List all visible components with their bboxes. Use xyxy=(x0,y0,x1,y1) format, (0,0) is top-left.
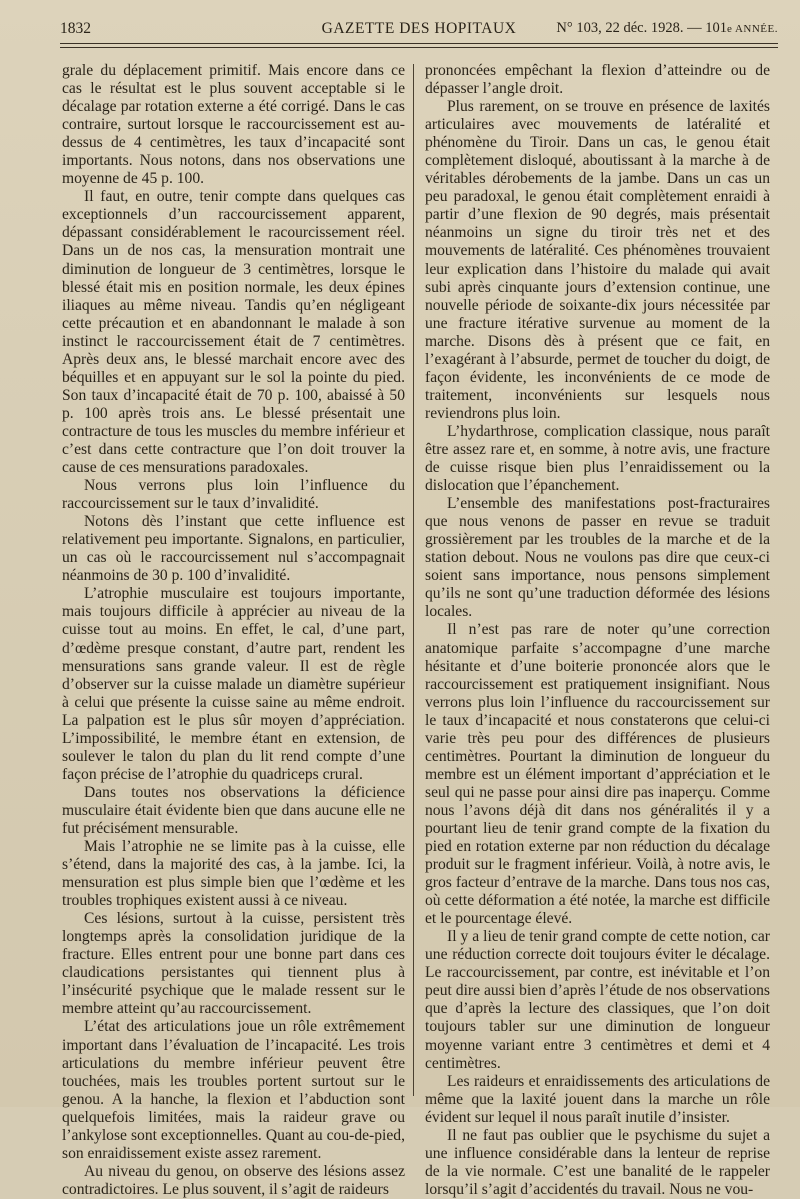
paragraph: Il ne faut pas oublier que le psychisme du sujet a une influence considérable dans la lenteur de reprise de la vie normale. C’est une banalité de le rappeler lorsqu’il s’agit d’accidentés du travail. Nous ne vou- xyxy=(425,1126,770,1198)
paragraph: prononcées empêchant la flexion d’atteindre ou de dépasser l’angle droit. xyxy=(425,62,770,98)
left-column xyxy=(62,62,405,1198)
paragraph: Notons dès l’instant que cette influence est relativement peu importante. Signalons, en particulier, un cas où le raccourcissement nul s’accompagnait néanmoins de 30 p. 100 d’invalidité. xyxy=(62,513,405,585)
header-rule-thin xyxy=(60,47,778,48)
paragraph: Mais l’atrophie ne se limite pas à la cuisse, elle s’étend, dans la majorité des cas, à la jambe. Ici, la mensuration est plus simple bien que l’œdème et les troubles trophiques existent aussi à ce niveau. xyxy=(62,838,405,910)
paragraph: Ces lésions, surtout à la cuisse, persistent très longtemps après la consolidation juridique de la fracture. Elles entrent pour une bonne part dans ces claudications persistantes qui tiennent plus à l’insécurité psychique que le malade ressent sur le membre atteint qu’au raccourcissement. xyxy=(62,910,405,1018)
paragraph: Il n’est pas rare de noter qu’une correction anatomique parfaite s’accompagne d’une marche hésitante et d’une boiterie prononcée alors que le raccourcissement est pratiquement insignifiant. Nous verrons plus loin l’influence du raccourcissement sur le taux d’incapacité et nous constaterons que celui-ci varie très peu pour des différences de plusieurs centimètres. Pourtant la diminution de longueur du membre est un élément important d’appréciation et le seul qui ne passe pour ainsi dire pas inaperçu. Comme nous l’avons déjà dit dans nos généralités il y a pourtant lieu de tenir grand compte de la fixation du pied en rotation externe par non réduction du décalage produit sur le fragment inférieur. Voilà, à notre avis, le gros facteur d’entrave de la marche. Dans tous nos cas, où cette déformation a été notée, la marche est difficile et le pourcentage élevé. xyxy=(425,621,770,928)
paragraph: grale du déplacement primitif. Mais encore dans ce cas le résultat est le plus souvent acceptable si le décalage par rotation externe a été corrigé. Dans le cas contraire, surtout lorsque le raccourcissement est au-dessus de 4 centimètres, les taux d’incapacité sont importants. Nous notons, dans nos observations une moyenne de 45 p. 100. xyxy=(62,62,405,188)
issue-main: N° 103, 22 déc. 1928. — 101 xyxy=(556,20,727,36)
paragraph: Plus rarement, on se trouve en présence de laxités articulaires avec mouvements de latéralité et phénomène du Tiroir. Dans un cas, le genou était complètement disloqué, aboutissant à la marche à de véritables dérobements de la jambe. Dans un cas un peu paradoxal, le genou était complètement enraidi à partir d’une flexion de 90 degrés, mais présentait néanmoins un signe du tiroir très net et des mouvements de latéralité. Ces phénomènes trouvaient leur explication dans l’histoire du malade qui avait subi après cinquante jours d’extension continue, une nouvelle période de soixante-dix jours nécessitée par une fracture itérative survenue au moment de la marche. Disons dès à présent que ce fait, en l’exagérant à l’absurde, permet de toucher du doigt, de façon évidente, les inconvénients de ce mode de traitement, inconvénients sur lesquels nous reviendrons plus loin. xyxy=(425,98,770,422)
paragraph: Il faut, en outre, tenir compte dans quelques cas exceptionnels d’un raccourcissement apparent, dépassant considérablement le racourcissement réel. Dans un de nos cas, la mensuration montrait une diminution de longueur de 3 centimètres, lorsque le blessé était mis en position normale, les deux épines iliaques au même niveau. Tandis qu’en négligeant cette précaution et en abandonnant le malade à son instinct le raccourcissement était de 7 centimètres. Après deux ans, le blessé marchait encore avec des béquilles et en appuyant sur le sol la pointe du pied. Son taux d’incapacité était de 70 p. 100, abaissé à 50 p. 100 après trois ans. Le blessé présentait une contracture de tous les muscles du membre inférieur et c’est dans cette contracture que l’on doit trouver la cause de ces mensurations paradoxales. xyxy=(62,188,405,477)
paragraph: L’état des articulations joue un rôle extrêmement important dans l’évaluation de l’incapacité. Les trois articulations du membre inférieur peuvent être touchées, mais les troubles portent surtout sur le genou. A la hanche, la flexion et l’abduction sont quelquefois limitées, mais la raideur grave ou l’ankylose sont exceptionnelles. Quant au cou-de-pied, son enraidissement existe assez rarement. xyxy=(62,1018,405,1162)
header-rule-thick xyxy=(60,43,778,44)
paragraph: Il y a lieu de tenir grand compte de cette notion, car une réduction correcte doit toujours éviter le décalage. Le raccourcissement, par contre, est inévitable et l’on peut dire aussi bien d’après l’étude de nos observations que d’après la lecture des classiques, que l’on doit toujours tabler sur une diminution de longueur moyenne variant entre 3 centimètres et demi et 4 centimètres. xyxy=(425,928,770,1072)
issue-suffix: e ANNÉE. xyxy=(726,23,778,35)
paragraph: Dans toutes nos observations la déficience musculaire était évidente bien que dans aucune elle ne fut précisément mensurable. xyxy=(62,783,405,837)
paragraph: Les raideurs et enraidissements des articulations de même que la laxité jouent dans la marche un rôle évident sur lequel il nous paraît inutile d’insister. xyxy=(425,1072,770,1126)
paragraph: L’hydarthrose, complication classique, nous paraît être assez rare et, en somme, à notre avis, une fracture de cuisse risque bien plus l’enraidissement ou la dislocation que l’épanchement. xyxy=(425,422,770,495)
paragraph: Au niveau du genou, on observe des lésions assez contradictoires. Le plus souvent, il s’agit de raideurs xyxy=(62,1162,405,1198)
right-column xyxy=(425,62,770,1198)
page-header xyxy=(60,20,778,44)
paragraph: Nous verrons plus loin l’influence du raccourcissement sur le taux d’invalidité. xyxy=(62,477,405,513)
issue-info xyxy=(556,20,778,37)
page-number: 1832 xyxy=(60,20,91,37)
column-divider xyxy=(413,64,414,1096)
journal-title: GAZETTE DES HOPITAUX xyxy=(321,20,517,37)
paragraph: L’ensemble des manifestations post-fracturaires que nous venons de passer en revue se traduit grossièrement par les troubles de la marche et de la station debout. Nous ne voulons pas dire que ceux-ci soient sans importance, nous pensons simplement qu’ils ne sont qu’une traduction déformée des lésions locales. xyxy=(425,495,770,621)
paragraph: L’atrophie musculaire est toujours importante, mais toujours difficile à apprécier au niveau de la cuisse tout au moins. En effet, le cal, d’une part, d’œdème presque constant, d’autre part, rendent les mensurations sans grande valeur. Il est de règle d’observer sur la cuisse malade un diamètre supérieur à celui que présente la cuisse saine au même endroit. La palpation est le plus sûr moyen d’appréciation. L’impossibilité, le membre étant en extension, de soulever le talon du plan du lit rend compte d’une façon précise de l’atrophie du quadriceps crural. xyxy=(62,585,405,783)
